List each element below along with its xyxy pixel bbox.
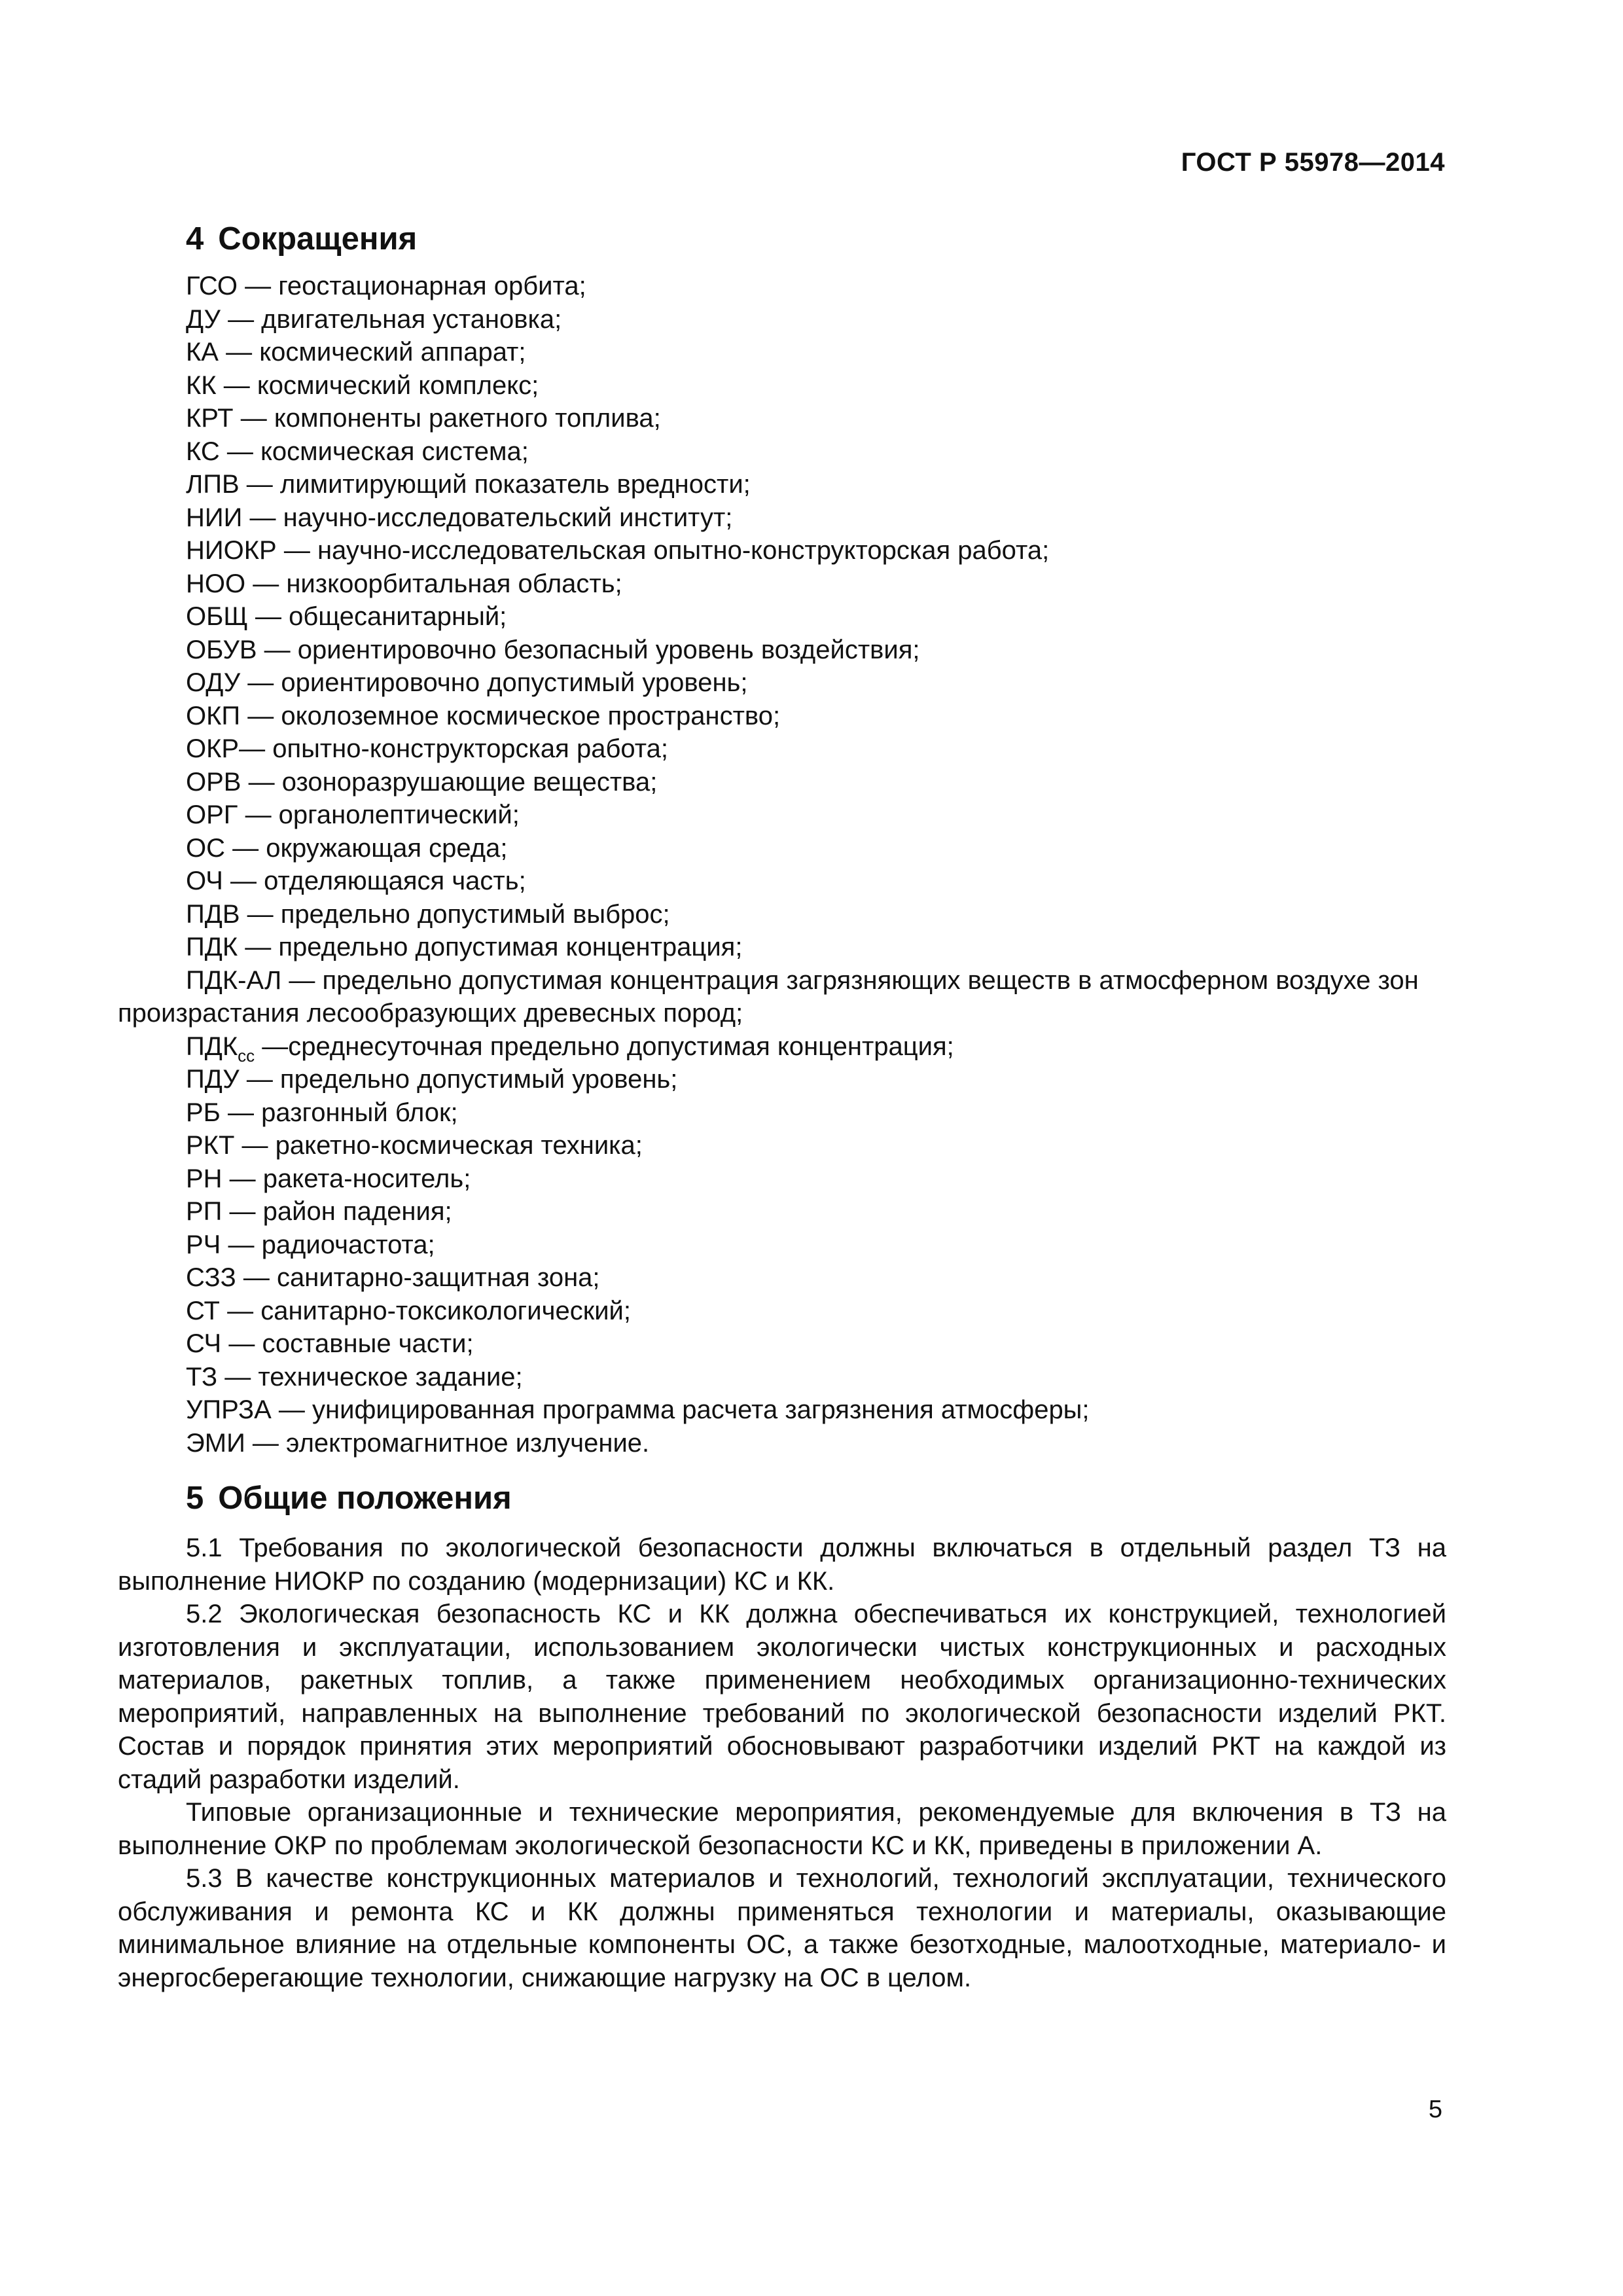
- section-abbreviations: [118, 216, 1446, 1460]
- abbreviation-item: ОС — окружающая среда;: [186, 833, 508, 863]
- page-number: 5: [1428, 2096, 1442, 2123]
- abbreviation-item: РБ — разгонный блок;: [186, 1098, 458, 1127]
- abbreviation-item: ПДВ — предельно допустимый выброс;: [186, 899, 670, 929]
- abbreviation-item: УПРЗА — унифицированная программа расчета загрязнения атмосферы;: [186, 1395, 1090, 1424]
- abbreviation-item-pdk-cc: [118, 1030, 1446, 1064]
- abbreviation-item: ПДУ — предельно допустимый уровень;: [186, 1065, 678, 1094]
- section-general-provisions: [118, 1475, 1446, 1994]
- abbreviation-item: ЛПВ — лимитирующий показатель вредности;: [186, 470, 751, 499]
- pdk-cc-definition: —среднесуточная предельно допустимая концентрация;: [255, 1031, 954, 1061]
- abbreviation-item: ОДУ — ориентировочно допустимый уровень;: [186, 668, 748, 697]
- abbreviation-item: НОО — низкоорбитальная область;: [186, 569, 622, 598]
- abbreviation-item: ОЧ — отделяющаяся часть;: [186, 867, 526, 895]
- abbreviation-item: КК — космический комплекс;: [186, 370, 539, 400]
- abbreviation-item: ОРВ — озоноразрушающие вещества;: [186, 767, 658, 797]
- abbreviation-item: ОКП — околоземное космическое пространство;: [186, 701, 781, 730]
- paragraph-typical-measures: Типовые организационные и технические мероприятия, рекомендуемые для включения в ТЗ на выполнение ОКР по проблемам экологической безопасности КС и КК, приведены в приложении А.: [118, 1798, 1446, 1860]
- section-5-heading: [186, 1475, 1446, 1521]
- abbreviation-item: РН — ракета-носитель;: [186, 1164, 471, 1193]
- section-4-number: 4: [186, 221, 204, 257]
- section-4-title: Сокращения: [218, 221, 418, 257]
- abbreviation-list: [118, 270, 1446, 1460]
- paragraph-5-3: 5.3 В качестве конструкционных материалов и технологий, технологий эксплуатации, технического обслуживания и ремонта КС и КК должны применяться технологии и материалы, оказывающие минимальное влияние на отдельные компоненты ОС, а также безотходные, малоотходные, материало- и энергосберегающие технологии, снижающие нагрузку на ОС в целом.: [118, 1864, 1446, 1992]
- abbreviation-item: НИОКР — научно-исследовательская опытно-конструкторская работа;: [186, 536, 1050, 565]
- abbreviation-item: ДУ — двигательная установка;: [186, 304, 562, 334]
- abbreviation-item: ОБУВ — ориентировочно безопасный уровень воздействия;: [186, 635, 920, 664]
- abbreviation-item: РКТ — ракетно-космическая техника;: [186, 1131, 643, 1160]
- abbreviation-item: РЧ — радиочастота;: [186, 1230, 435, 1259]
- abbreviation-item: ОКР— опытно-конструкторская работа;: [186, 734, 668, 763]
- abbreviation-item: РП — район падения;: [186, 1197, 452, 1226]
- section-5-title: Общие положения: [218, 1480, 512, 1516]
- abbreviation-item: СЗЗ — санитарно-защитная зона;: [186, 1263, 600, 1292]
- abbreviation-item: НИИ — научно-исследовательский институт;: [186, 503, 733, 532]
- abbreviation-item: ОРГ — органолептический;: [186, 800, 520, 829]
- pdk-cc-base: ПДК: [186, 1031, 238, 1061]
- pdk-cc-subscript: сс: [238, 1045, 255, 1066]
- abbreviation-item: ОБЩ — общесанитарный;: [186, 602, 507, 631]
- abbreviation-item: ТЗ — техническое задание;: [186, 1362, 523, 1391]
- abbreviation-item: СТ — санитарно-токсикологический;: [186, 1296, 631, 1325]
- paragraph-5-2: 5.2 Экологическая безопасность КС и КК должна обеспечиваться их конструкцией, технологией изготовления и эксплуатации, использованием экологически чистых конструкционных и расходных материалов, ракетных топлив, а также применением необходимых организационно-технических мероприятий, направленных на выполнение требований по экологической безопасности изделий РКТ. Состав и порядок принятия этих мероприятий обосновывают разработчики изделий РКТ на каждой из стадий разработки изделий.: [118, 1600, 1446, 1794]
- abbreviation-item: ГСО — геостационарная орбита;: [186, 272, 586, 300]
- abbreviation-item: КС — космическая система;: [186, 437, 529, 466]
- abbreviation-item: СЧ — составные части;: [186, 1329, 474, 1358]
- paragraph-5-1: 5.1 Требования по экологической безопасности должны включаться в отдельный раздел ТЗ на выполнение НИОКР по созданию (модернизации) КС и КК.: [118, 1534, 1446, 1596]
- abbreviation-item: КРТ — компоненты ракетного топлива;: [186, 404, 661, 433]
- abbreviation-item: ЭМИ — электромагнитное излучение.: [186, 1428, 650, 1458]
- document-body: [118, 216, 1446, 1994]
- section-5-number: 5: [186, 1480, 204, 1516]
- abbreviation-item: КА — космический аппарат;: [186, 338, 526, 367]
- standard-code-header: ГОСТ Р 55978—2014: [1181, 148, 1445, 177]
- section-4-heading: [186, 216, 1446, 262]
- abbreviation-item: ПДК-АЛ — предельно допустимая концентрация загрязняющих веществ в атмосферном воздухе зон произрастания лесообразующих древесных пород;: [118, 965, 1419, 1028]
- abbreviation-item: ПДК — предельно допустимая концентрация;: [186, 933, 743, 961]
